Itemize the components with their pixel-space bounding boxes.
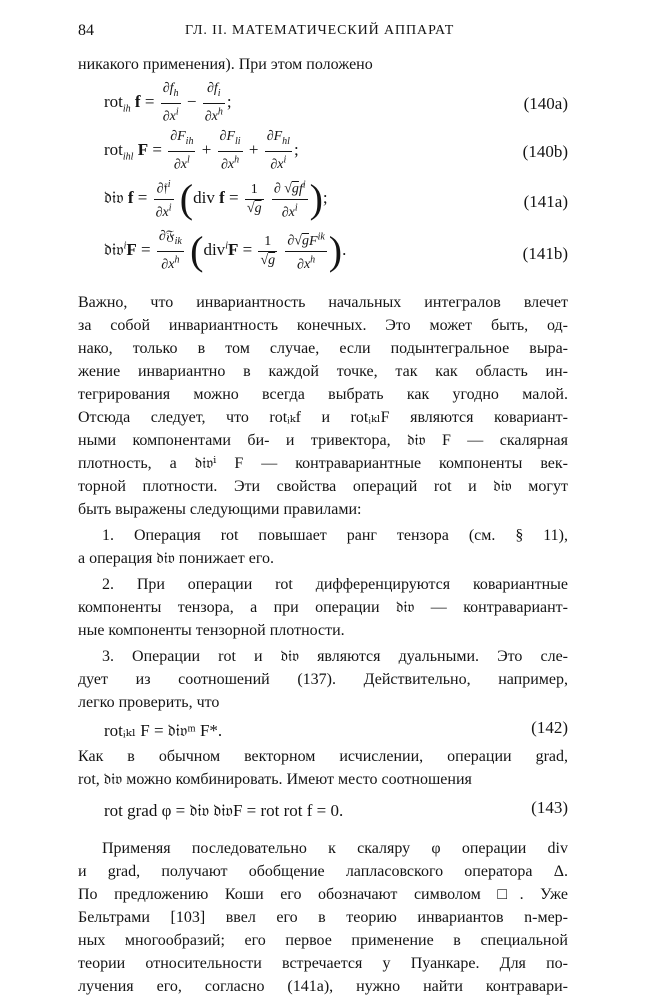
equation-label-140a: (140a) <box>523 94 568 113</box>
rule-2-line: 2. При операции rot дифференцируются ковариантные <box>102 576 568 593</box>
rule-3-line: легко проверить, что <box>78 694 220 711</box>
paragraph-3-line: и grad, получают обобщение лапласовского оператора Δ. <box>78 863 568 880</box>
paragraph-1-line: тегрирования можно всегда выбрать как угодно малой. <box>78 386 568 403</box>
rule-2-line: компоненты тензора, а при операции 𝔡𝔦𝔳 — контравариант- <box>78 599 568 616</box>
intro-line: никакого применения). При этом положено <box>78 56 373 73</box>
formula-141b: 𝔡𝔦𝔳$^i$F = $\frac{\partial 𝔉_{ik}}{\partial x^h}$ (div$^i$F = $\frac{1}{√g}$ $\frac{\partial√gF^{ik}}{\partial x^h}$ ). <box>104 228 347 274</box>
rule-3-line: дует из соотношений (137). Действительно, например, <box>78 671 568 688</box>
equation-label-143: (143) <box>531 798 568 817</box>
paragraph-1-line: ными компонентами би- и тривектора, 𝔡𝔦𝔳 F — скалярная <box>78 432 568 449</box>
rule-2-line: ные компоненты тензорной плотности. <box>78 622 345 639</box>
formula-143: rot grad φ = 𝔡𝔦𝔳 𝔡𝔦𝔳F = rot rot f = 0. <box>104 801 344 820</box>
paragraph-1-line: Отсюда следует, что rotᵢₖf и rotᵢₖₗF являются ковариант- <box>78 409 568 426</box>
paragraph-3-line: Бельтрами [103] ввел его в теорию инвариантов n-мер- <box>78 909 568 926</box>
paragraph-2-line: Как в обычном векторном исчислении, операции grad, <box>78 748 568 765</box>
page-number: 84 <box>78 22 94 39</box>
equation-label-142: (142) <box>531 718 568 737</box>
paragraph-3-line: теории относительности встречается у Пуанкаре. Для по- <box>78 955 568 972</box>
paragraph-1-line: за собой инвариантность конечных. Это может быть, од- <box>78 317 568 334</box>
formula-140a: rot$_{ih}$ f = $\frac{\partial f_h}{\partial x^i}$ − $\frac{\partial f_i}{\partial x^h}$ ; <box>104 81 232 125</box>
paragraph-1-line: нако, только в том случае, если подынтегральное выра- <box>78 340 568 357</box>
paragraph-1-line: жение инвариантно в каждой точке, так как область ин- <box>78 363 568 380</box>
paragraph-1-line: торной плотности. Эти свойства операций rot и 𝔡𝔦𝔳 могут <box>78 478 568 495</box>
rule-3-line: 3. Операции rot и 𝔡𝔦𝔳 являются дуальными. Это сле- <box>102 648 568 665</box>
paragraph-3-line: ных многообразий; его первое применение в специальной <box>78 932 568 949</box>
paragraph-1-line: плотность, а 𝔡𝔦𝔳ⁱ F — контравариантные компоненты век- <box>78 455 568 472</box>
paragraph-1-line: быть выражены следующими правилами: <box>78 501 362 518</box>
paragraph-3-line: Применяя последовательно к скаляру φ операции div <box>102 840 568 857</box>
equation-label-140b: (140b) <box>522 142 568 161</box>
paragraph-2-line: rot, 𝔡𝔦𝔳 можно комбинировать. Имеют место соотношения <box>78 771 472 788</box>
rule-1-line: а операция 𝔡𝔦𝔳 понижает его. <box>78 550 275 567</box>
formula-141a: 𝔡𝔦𝔳 f = $\frac{\partial 𝔣^i}{\partial x^i}$ (div f = $\frac{1}{√g}$ $\frac{\partial √gf^i}{\partial x^i}$ ); <box>104 176 328 222</box>
rule-1-line: 1. Операция rot повышает ранг тензора (см. § 11), <box>102 527 568 544</box>
paragraph-3-line: По предложению Коши его обозначают символом □. Уже <box>78 886 568 903</box>
paragraph-1-line: Важно, что инвариантность начальных интегралов влечет <box>78 294 568 311</box>
formula-140b: rot$_{ihl}$ F = $\frac{\partial F_{ih}}{\partial x^l}$ + $\frac{\partial F_{li}}{\partial x^h}$ + $\frac{\partial F_{hl}}{\partial x^i}$ ; <box>104 129 299 173</box>
equation-label-141b: (141b) <box>522 244 568 263</box>
paragraph-3-line: лучения его, согласно (141a), нужно найти контравари- <box>78 978 568 995</box>
running-header: ГЛ. II. МАТЕМАТИЧЕСКИЙ АППАРАТ <box>185 23 455 38</box>
formula-142: rotᵢₖₗ F = 𝔡𝔦𝔳ᵐ F*. <box>104 721 223 740</box>
equation-label-141a: (141a) <box>523 192 568 211</box>
